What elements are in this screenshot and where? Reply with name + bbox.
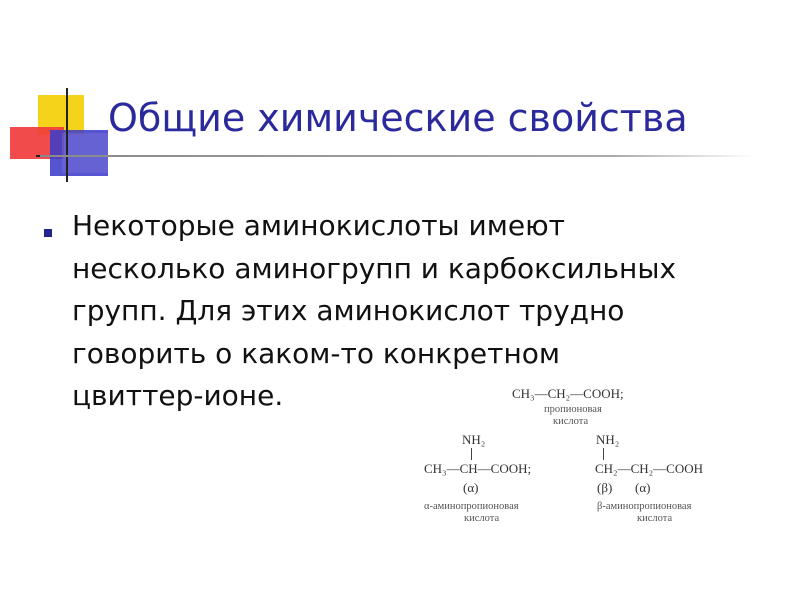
body-line-4: говорить о каком-то конкретном [72, 336, 561, 370]
beta-position-label: (β) [597, 480, 613, 495]
body-line-2: несколько аминогрупп и карбоксильных [72, 251, 677, 285]
alpha-amino-bond [471, 448, 472, 460]
slide-logo-graphic [0, 0, 120, 190]
alpha-acid-formula: CH₃—CH—COOH; [424, 461, 532, 476]
alpha-nh2-group: NH₂ [462, 432, 486, 447]
beta-nh2-group: NH₂ [596, 432, 620, 447]
propionic-acid-name: пропионовая [544, 404, 602, 415]
body-line-3: групп. Для этих аминокислот трудно [72, 294, 625, 327]
slide-title: Общие химические свойства [108, 96, 688, 140]
propionic-acid-formula: CH₃—CH₂—COOH; [512, 386, 624, 401]
beta-acid-formula: CH₂—CH₂—COOH [595, 461, 704, 476]
alpha-acid-name-2: кислота [464, 513, 500, 524]
alpha-position-label-2: (α) [635, 480, 651, 495]
bullet-paragraph [72, 205, 752, 418]
title-underline [40, 155, 755, 157]
alpha-position-label: (α) [463, 480, 479, 495]
bullet-square-icon [44, 229, 52, 237]
alpha-acid-name: α-аминопропионовая [424, 501, 519, 512]
body-line-1: Некоторые аминокислоты имеют [72, 209, 565, 242]
beta-amino-bond [603, 448, 604, 460]
propionic-acid-name-2: кислота [553, 416, 589, 427]
body-line-5: цвиттер-ионе. [72, 379, 284, 412]
beta-acid-name-2: кислота [637, 513, 673, 524]
beta-acid-name: β-аминопропионовая [597, 501, 692, 512]
